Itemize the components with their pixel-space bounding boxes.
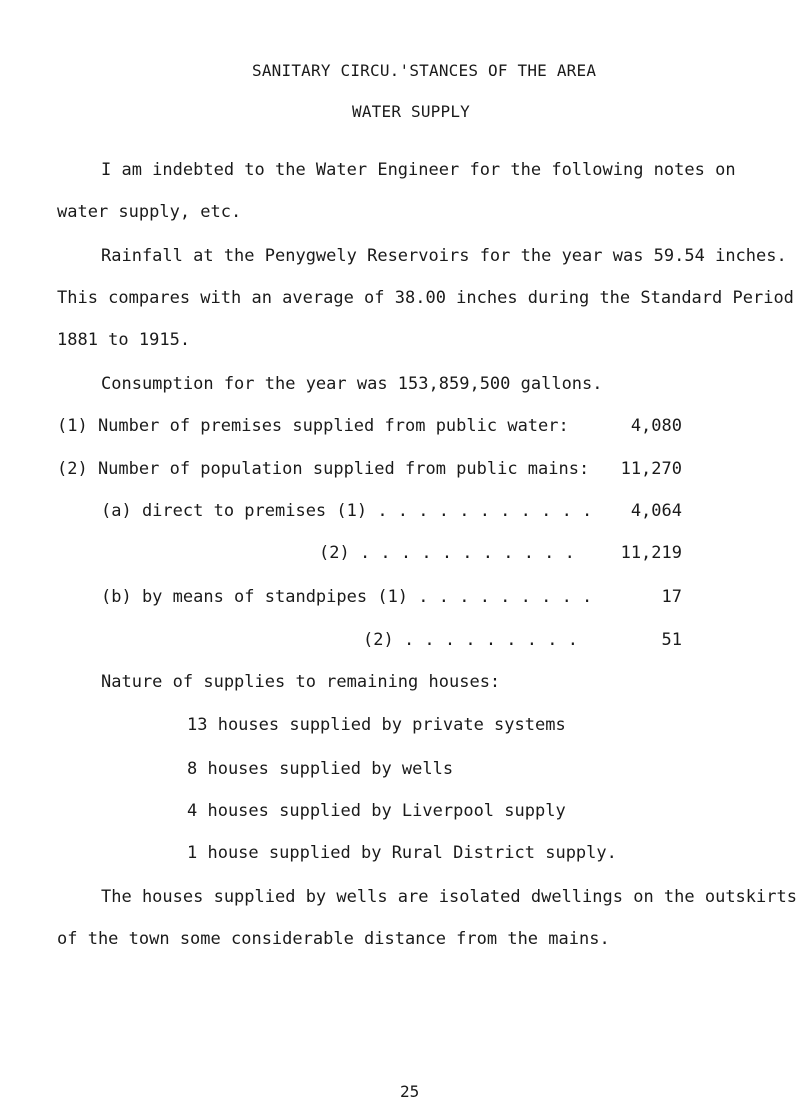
supply-row-3-label: (a) direct to premises (1) . . . . . . . . . . .	[101, 501, 593, 521]
remaining-item-4: 1 house supplied by Rural District supply.	[187, 843, 617, 863]
supply-row-6-label: (2) . . . . . . . . .	[363, 630, 578, 650]
closing-line-1: The houses supplied by wells are isolated dwellings on the outskirts	[101, 887, 797, 907]
supply-row-1-value: 4,080	[630, 416, 682, 436]
supply-row-2-value: 11,270	[620, 459, 682, 479]
supply-row-5-value: 17	[661, 587, 682, 607]
supply-row-4-label: (2) . . . . . . . . . . .	[319, 543, 575, 563]
closing-line-2: of the town some considerable distance from the mains.	[57, 929, 610, 949]
supply-row-1-label: (1) Number of premises supplied from public water:	[57, 416, 569, 436]
rainfall-line-1: Rainfall at the Penygwely Reservoirs for the year was 59.54 inches.	[101, 246, 787, 266]
consumption-text: Consumption for the year was 153,859,500 gallons.	[101, 374, 603, 394]
intro-line-2: water supply, etc.	[57, 202, 242, 222]
rainfall-line-3: 1881 to 1915.	[57, 330, 191, 350]
remaining-item-3: 4 houses supplied by Liverpool supply	[187, 801, 566, 821]
remaining-item-2: 8 houses supplied by wells	[187, 759, 454, 779]
rainfall-line-2: This compares with an average of 38.00 inches during the Standard Period	[57, 288, 794, 308]
intro-line-1: I am indebted to the Water Engineer for the following notes on	[101, 160, 736, 180]
supply-row-2-label: (2) Number of population supplied from public mains:	[57, 459, 590, 479]
supply-row-6-value: 51	[661, 630, 682, 650]
supply-row-3-value: 4,064	[630, 501, 682, 521]
remaining-heading: Nature of supplies to remaining houses:	[101, 672, 501, 692]
page-number: 25	[400, 1082, 420, 1101]
page-title: SANITARY CIRCU.'STANCES OF THE AREA	[252, 61, 597, 80]
section-subtitle: WATER SUPPLY	[352, 102, 470, 121]
supply-row-5-label: (b) by means of standpipes (1) . . . . . . . . .	[101, 587, 593, 607]
remaining-item-1: 13 houses supplied by private systems	[187, 715, 566, 735]
supply-row-4-value: 11,219	[620, 543, 682, 563]
